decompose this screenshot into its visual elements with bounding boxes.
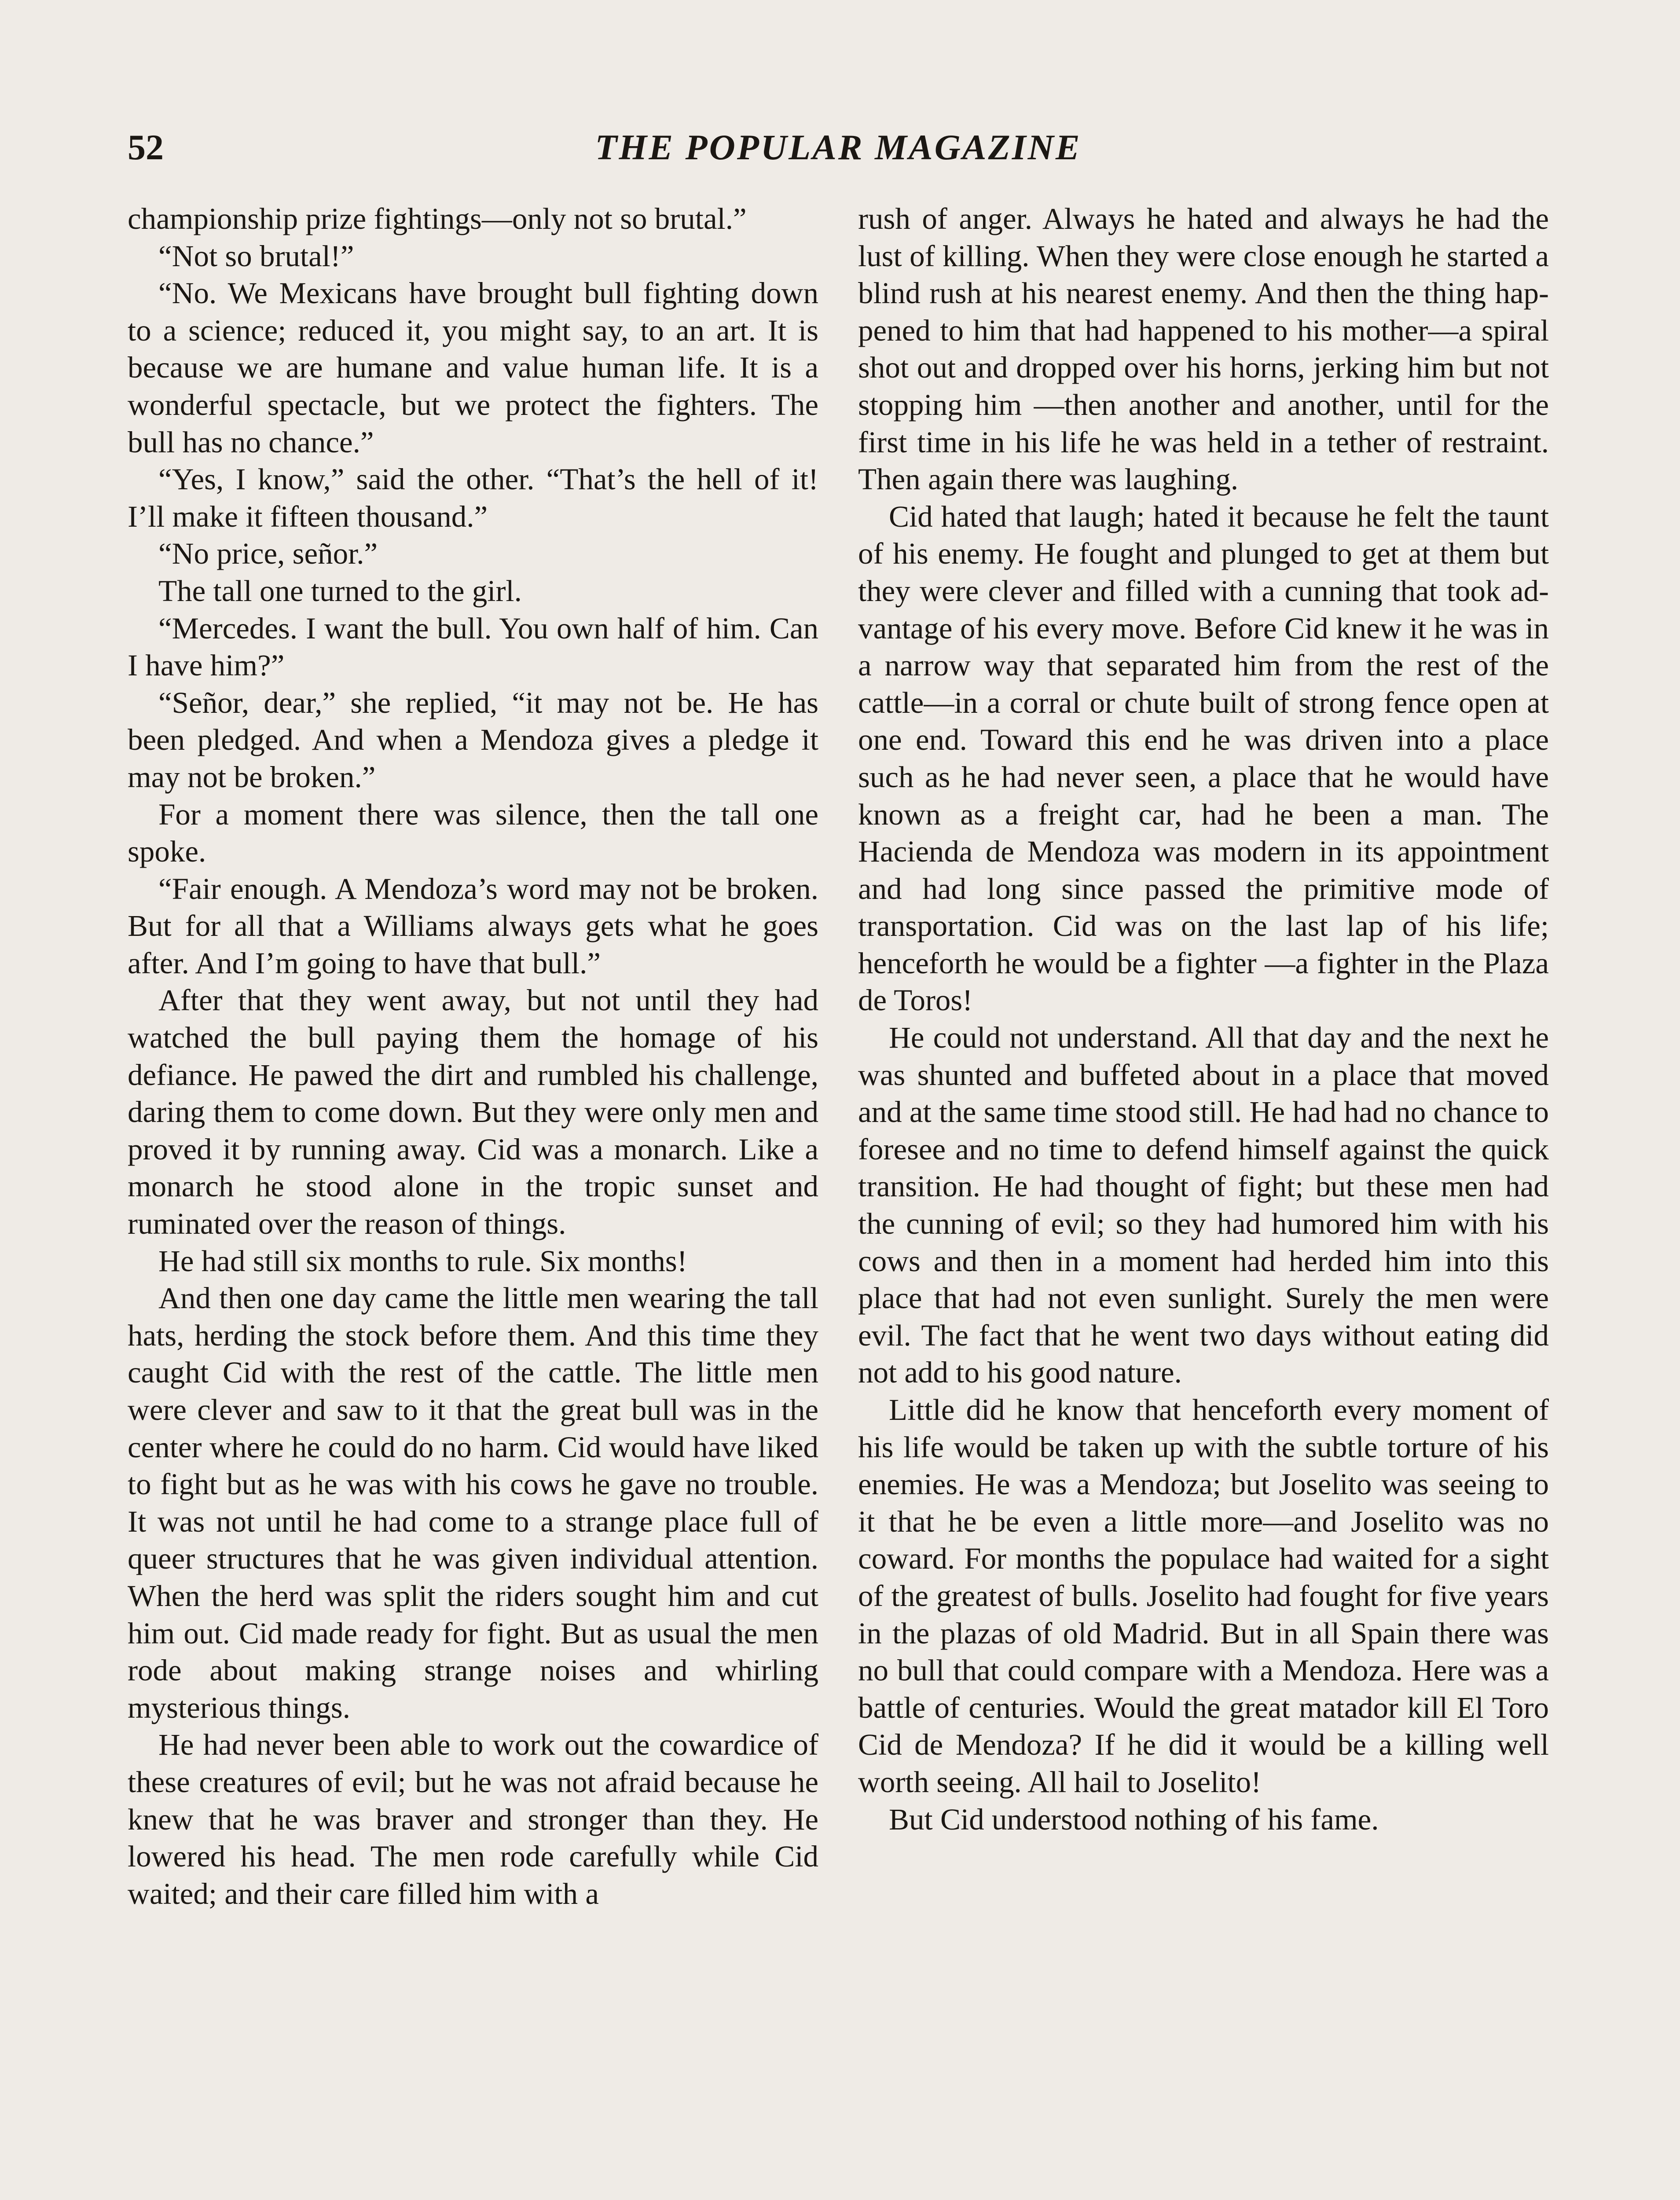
paragraph: rush of anger. Always he hated and always he had the lust of killing. When they were close enough he started a blind rush at his nearest enemy. And then the thing happened to him that had happened to his mother—a spiral shot out and dropped over his horns, jerking him but not stopping him —then another and another, until for the first time in his life he was held in a tether of restraint. Then again there was laughing. [858,202,1549,496]
paragraph: championship prize fightings—only not so brutal.” [128,202,747,235]
paragraph: “Señor, dear,” she replied, “it may not be. He has been pledged. And when a Mendoza gives a pledge it may not be broken.” [128,686,818,794]
paragraph: And then one day came the little men wearing the tall hats, herding the stock before them. And this time they caught Cid with the rest of the cattle. The little men were clever and saw to it that the great bull was in the center where he could do no harm. Cid would have liked to fight but as he was with his cows he gave no trouble. It was not until he had come to a strange place full of queer structures that he was given individual attention. When the herd was split the riders sought him and cut him out. Cid made ready for fight. But as usual the men rode about making strange noises and whirling mysterious things. [128,1281,818,1724]
paragraph: For a moment there was silence, then the tall one spoke. [128,797,818,869]
right-column [858,200,1549,1838]
paragraph: “Fair enough. A Mendoza’s word may not be broken. But for all that a Williams always gets what he goes after. And I’m going to have that bull.” [128,872,818,980]
paragraph: He could not understand. All that day and the next he was shunted and buffeted about in a place that moved and at the same time stood still. He had had no chance to foresee and no time to defend himself against the quick transition. He had thought of fight; but these men had the cunning of evil; so they had humored him with his cows and then in a moment had herded him into this place that had not even sunlight. Surely the men were evil. The fact that he went two days without eating did not add to his good nature. [858,1021,1549,1390]
paragraph: After that they went away, but not until they had watched the bull paying them the homage of his defiance. He pawed the dirt and rumbled his challenge, daring them to come down. But they were only men and proved it by running away. Cid was a monarch. Like a monarch he stood alone in the tropic sunset and ruminated over the reason of things. [128,983,818,1241]
paragraph: Cid hated that laugh; hated it because he felt the taunt of his enemy. He fought and plunged to get at them but they were clever and filled with a cunning that took advantage of his every move. Before Cid knew it he was in a narrow way that separated him from the rest of the cattle—in a corral or chute built of strong fence open at one end. Toward this end he was driven into a place such as he had never seen, a place that he would have known as a freight car, had he been a man. The Hacienda de Mendoza was modern in its appointment and had long since passed the primitive mode of transportation. Cid was on the last lap of his life; henceforth he would be a fighter —a fighter in the Plaza de Toros! [858,499,1549,1017]
page-header [128,123,1549,172]
running-title: THE POPULAR MAGAZINE [595,127,1082,167]
paragraph: The tall one turned to the girl. [158,574,522,608]
paragraph: But Cid understood nothing of his fame. [889,1802,1379,1836]
paragraph: “Yes, I know,” said the other. “That’s the hell of it! I’ll make it fifteen thousand.” [128,462,818,533]
paragraph: “No. We Mexicans have brought bull fighting down to a science; reduced it, you might say, to an art. It is because we are humane and value human life. It is a wonderful spectacle, but we protect the fighters. The bull has no chance.” [128,276,818,459]
paragraph: “Mercedes. I want the bull. You own half of him. Can I have him?” [128,611,818,682]
paragraph: “No price, señor.” [158,537,378,571]
paragraph: He had never been able to work out the cowardice of these creatures of evil; but he was not afraid because he knew that he was braver and stronger than they. He lowered his head. The men rode carefully while Cid waited; and their care filled him with a [128,1728,818,1910]
left-column [128,200,818,1912]
page-number: 52 [128,127,164,167]
paragraph: “Not so brutal!” [158,239,354,273]
paragraph: Little did he know that henceforth every moment of his life would be taken up with the subtle torture of his enemies. He was a Mendoza; but Joselito was seeing to it that he be even a little more—and Joselito was no coward. For months the populace had waited for a sight of the greatest of bulls. Joselito had fought for five years in the plazas of old Madrid. But in all Spain there was no bull that could compare with a Mendoza. Here was a battle of centuries. Would the great matador kill El Toro Cid de Mendoza? If he did it would be a killing well worth seeing. All hail to Joselito! [858,1393,1549,1799]
paragraph: He had still six months to rule. Six months! [158,1244,687,1278]
